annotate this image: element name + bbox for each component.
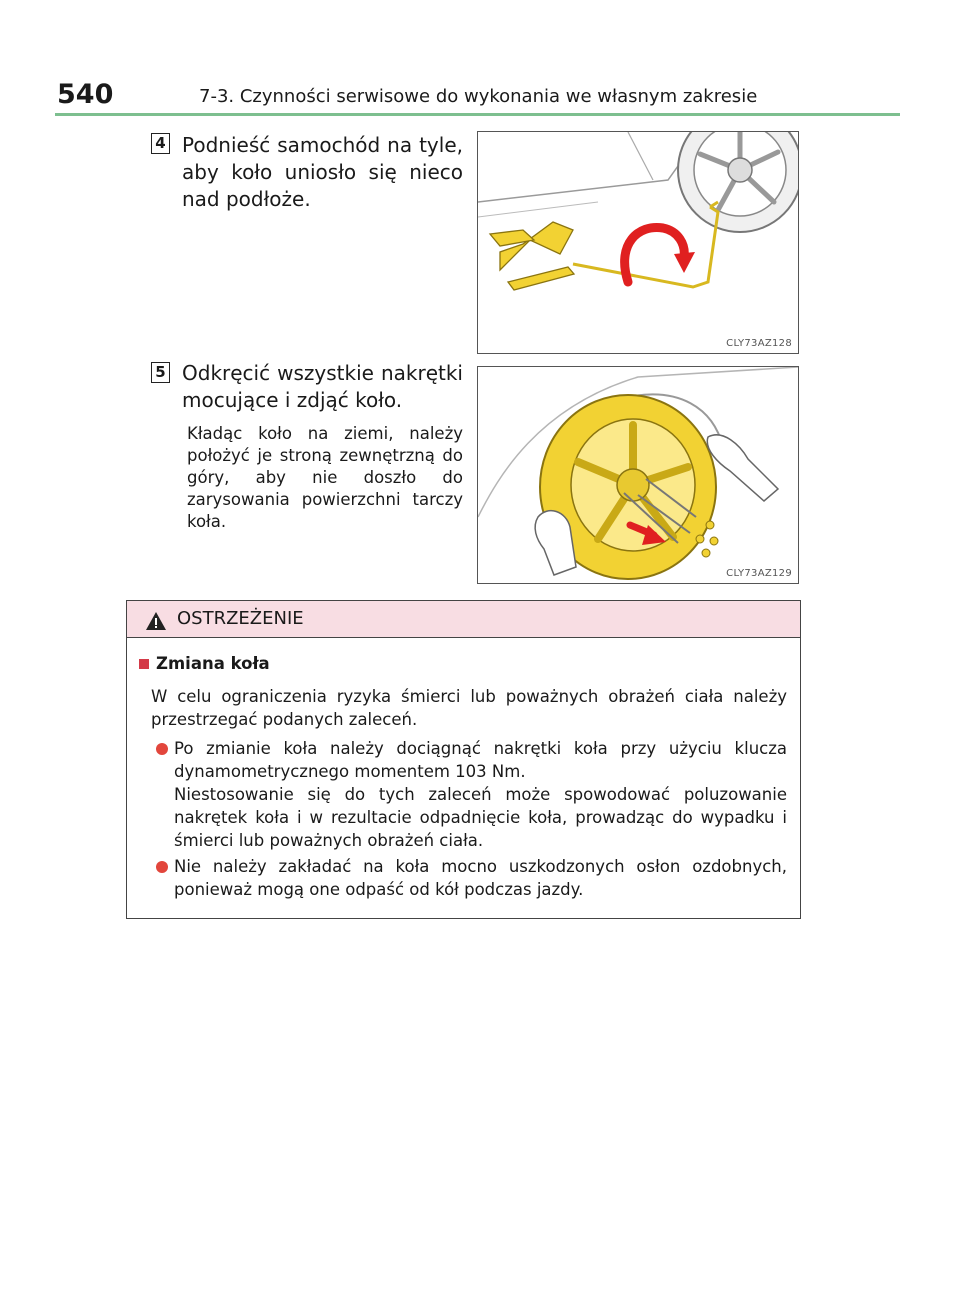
section-title: 7-3. Czynności serwisowe do wykonania we własnym zakresie [199,86,758,107]
step-5-text: Odkręcić wszystkie nakrętki mocujące i zdjąć koło. [182,361,463,412]
square-bullet-icon [139,659,149,669]
wheel-removal-illustration [478,367,798,583]
warning-heading-text: Zmiana koła [156,654,270,673]
round-bullet-icon [156,861,168,873]
figure-code: CLY73AZ129 [726,568,792,579]
header-rule [55,113,900,116]
page-number: 540 [57,79,114,110]
step-number-5: 5 [151,362,170,383]
warning-header [127,601,800,638]
step-4-text: Podnieść samochód na tyle, aby koło uniosło się nieco nad podłoże. [182,133,463,211]
step-number-4: 4 [151,133,170,154]
warning-triangle-icon [145,611,167,631]
round-bullet-icon [156,743,168,755]
figure-code: CLY73AZ128 [726,338,792,349]
warning-bullet-2: Nie należy zakładać na koła mocno uszkodzonych osłon ozdobnych, ponieważ mogą one odpaść od kół podczas jazdy. [174,857,787,899]
jack-lifting-illustration [478,132,798,353]
warning-intro: W celu ograniczenia ryzyka śmierci lub poważnych obrażeń ciała należy przestrzegać podanych zaleceń. [151,687,787,729]
warning-title: OSTRZEŻENIE [177,608,304,629]
figure-jack-lifting [477,131,799,354]
figure-wheel-removal [477,366,799,584]
warning-bullet-1: Po zmianie koła należy dociągnąć nakrętki koła przy użyciu klucza dynamometrycznego momentem 103 Nm. [174,739,787,781]
warning-box [126,600,801,919]
step-5-note: Kładąc koło na ziemi, należy położyć je stroną zewnętrzną do góry, aby nie doszło do zarysowania powierzchni tarczy koła. [187,424,463,531]
warning-heading [139,653,270,675]
warning-bullet-1-note: Niestosowanie się do tych zaleceń może spowodować poluzowanie nakrętek koła i w rezultacie odpadnięcie koła, prowadząc do wypadku i śmierci lub poważnych obrażeń ciała. [174,785,787,850]
